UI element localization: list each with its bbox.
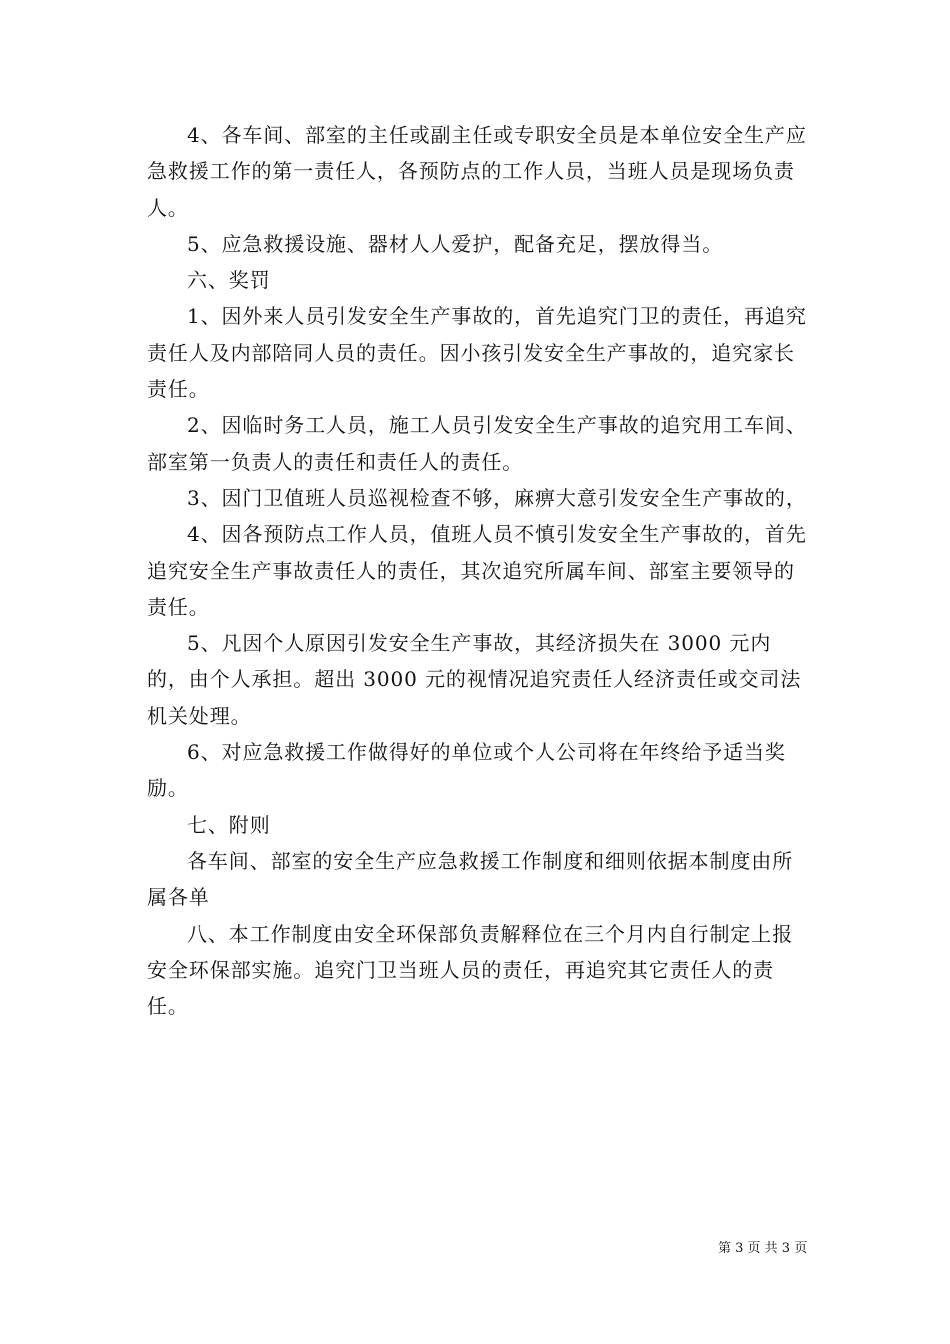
section-heading-appendix: 七、附则 — [187, 812, 271, 837]
paragraph-6: 3、因门卫值班人员巡视检查不够，麻痹大意引发安全生产事故的， — [187, 485, 807, 510]
paragraph-5: 2、因临时务工人员，施工人员引发安全生产事故的追究用工车间、部室第一负责人的责任和责任人的责任。 — [147, 413, 807, 474]
paragraph-12: 八、本工作制度由安全环保部负责解释位在三个月内自行制定上报安全环保部实施。追究门卫当班人员的责任，再追究其它责任人的责任。 — [147, 921, 794, 1019]
paragraph-8: 5、凡因个人原因引发安全生产事故，其经济损失在 3000 元内的，由个人承担。超出 3000 元的视情况追究责任人经济责任或交司法机关处理。 — [147, 631, 802, 728]
paragraph-9: 6、对应急救援工作做得好的单位或个人公司将在年终给予适当奖励。 — [147, 740, 786, 801]
paragraph-4: 1、因外来人员引发安全生产事故的，首先追究门卫的责任，再追究责任人及内部陪同人员的责任。因小孩引发安全生产事故的，追究家长责任。 — [147, 304, 807, 402]
paragraph-11: 各车间、部室的安全生产应急救援工作制度和细则依据本制度由所属各单 — [147, 848, 794, 910]
section-heading-rewards: 六、奖罚 — [187, 268, 271, 293]
paragraph-7: 4、因各预防点工作人员，值班人员不慎引发安全生产事故的，首先追究安全生产事故责任人的责任，其次追究所属车间、部室主要领导的责任。 — [147, 522, 807, 619]
paragraph-2: 5、应急救援设施、器材人人爱护，配备充足，摆放得当。 — [187, 231, 724, 256]
document-body — [147, 117, 813, 1024]
paragraph-1: 4、各车间、部室的主任或副主任或专职安全员是本单位安全生产应急救援工作的第一责任人，各预防点的工作人员，当班人员是现场负责人。 — [147, 123, 807, 220]
page-number-footer: 第 3 页 共 3 页 — [718, 1241, 808, 1256]
